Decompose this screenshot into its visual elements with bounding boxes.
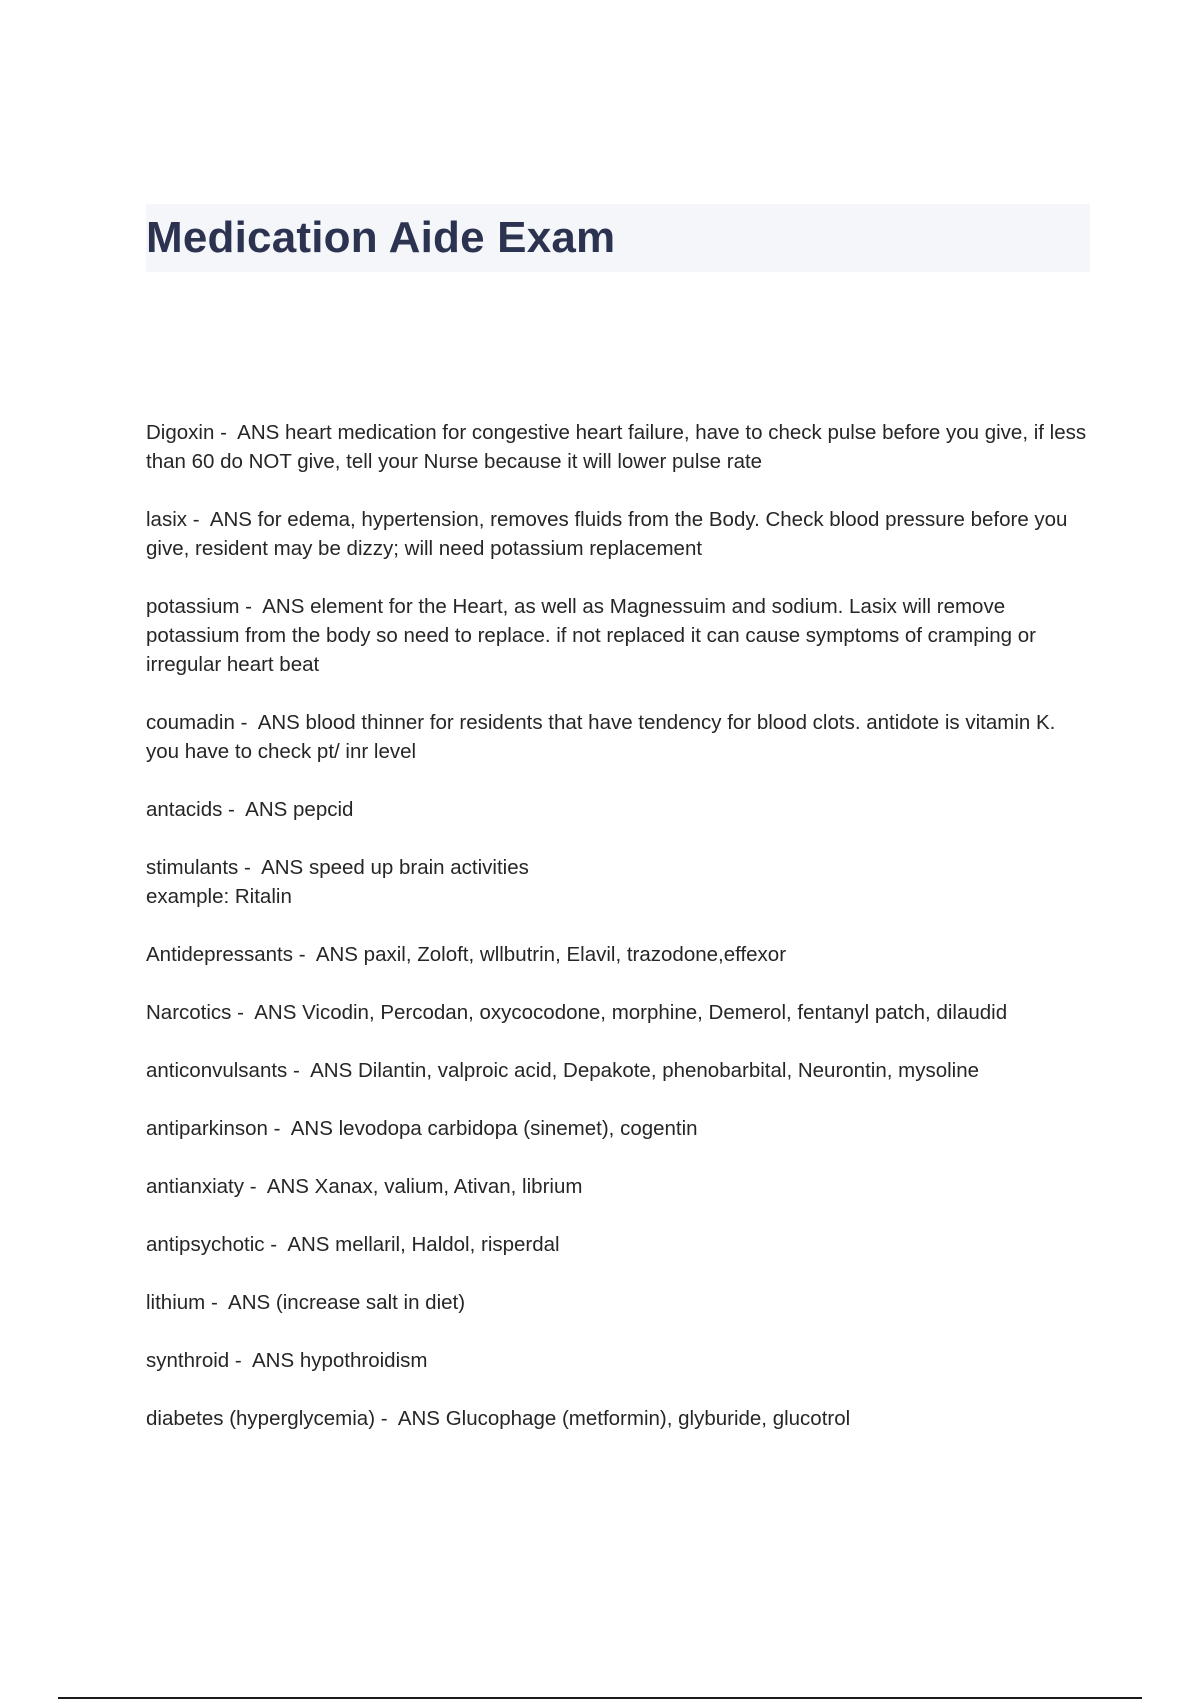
flashcard-entry	[146, 940, 1090, 969]
answer-label: ANS	[287, 1233, 330, 1256]
entry-answer: (increase salt in diet)	[275, 1291, 466, 1314]
entry-term: synthroid	[146, 1349, 230, 1372]
entry-separator: -	[222, 798, 246, 821]
entry-term: lasix	[146, 508, 188, 531]
entry-answer: Glucophage (metformin), glyburide, glucotrol	[445, 1407, 851, 1430]
entry-term: Digoxin	[146, 421, 215, 444]
flashcard-entry	[146, 853, 1090, 911]
entry-answer: heart medication for congestive heart failure, have to check pulse before you give, if less than 60 do NOT give, tell your Nurse because it will lower pulse rate	[146, 421, 1087, 473]
answer-label: ANS	[315, 943, 358, 966]
answer-label: ANS	[290, 1117, 333, 1140]
entry-answer: for edema, hypertension, removes fluids from the Body. Check blood pressure before you give, resident may be dizzy; will need potassium replacement	[146, 508, 1068, 560]
flashcard-entry	[146, 1114, 1090, 1143]
title-banner	[146, 204, 1090, 272]
entry-separator: -	[234, 711, 258, 734]
entry-answer: speed up brain activities example: Ritalin	[146, 856, 529, 908]
entry-answer: hypothroidism	[299, 1349, 428, 1372]
entry-separator: -	[231, 1001, 255, 1024]
flashcard-entry	[146, 418, 1090, 476]
page-bottom-rule	[58, 1697, 1142, 1699]
document-title: Medication Aide Exam	[146, 213, 616, 262]
entry-answer: blood thinner for residents that have tendency for blood clots. antidote is vitamin K. you have to check pt/ inr level	[146, 711, 1056, 763]
flashcard-entry	[146, 1288, 1090, 1317]
answer-label: ANS	[262, 595, 305, 618]
entry-separator: -	[214, 421, 238, 444]
entry-term: antacids	[146, 798, 223, 821]
answer-label: ANS	[261, 856, 304, 879]
answer-label: ANS	[209, 508, 252, 531]
entry-answer: element for the Heart, as well as Magnessuim and sodium. Lasix will remove potassium from the body so need to replace. if not replaced it can cause symptoms of cramping or irregular heart beat	[146, 595, 1036, 676]
entry-term: antianxiaty	[146, 1175, 245, 1198]
entry-separator: -	[293, 943, 316, 966]
flashcard-entry	[146, 592, 1090, 679]
entry-separator: -	[187, 508, 210, 531]
entry-answer: mellaril, Haldol, risperdal	[335, 1233, 560, 1256]
entry-answer: pepcid	[293, 798, 354, 821]
entry-separator: -	[205, 1291, 229, 1314]
answer-label: ANS	[266, 1175, 309, 1198]
flashcard-entry	[146, 795, 1090, 824]
entry-answer: levodopa carbidopa (sinemet), cogentin	[338, 1117, 698, 1140]
entry-term: lithium	[146, 1291, 206, 1314]
entry-separator: -	[244, 1175, 267, 1198]
answer-label: ANS	[228, 1291, 271, 1314]
flashcard-entry	[146, 1172, 1090, 1201]
flashcard-entry	[146, 505, 1090, 563]
entry-term: antipsychotic	[146, 1233, 265, 1256]
entry-separator: -	[264, 1233, 288, 1256]
entry-separator: -	[229, 1349, 252, 1372]
entry-term: Antidepressants	[146, 943, 294, 966]
flashcard-entry	[146, 1346, 1090, 1375]
entry-answer: Dilantin, valproic acid, Depakote, phenobarbital, Neurontin, mysoline	[357, 1059, 980, 1082]
entry-term: diabetes (hyperglycemia)	[146, 1407, 376, 1430]
entry-term: anticonvulsants	[146, 1059, 288, 1082]
answer-label: ANS	[245, 798, 288, 821]
flashcard-entry	[146, 708, 1090, 766]
answer-label: ANS	[237, 421, 280, 444]
entry-term: stimulants	[146, 856, 239, 879]
entry-answer: paxil, Zoloft, wllbutrin, Elavil, trazodone,effexor	[363, 943, 787, 966]
entry-separator: -	[238, 856, 262, 879]
entry-separator: -	[239, 595, 263, 618]
answer-label: ANS	[310, 1059, 353, 1082]
entry-separator: -	[287, 1059, 311, 1082]
flashcard-entry	[146, 1230, 1090, 1259]
entry-separator: -	[267, 1117, 291, 1140]
answer-label: ANS	[254, 1001, 297, 1024]
flashcard-entry	[146, 1404, 1090, 1433]
answer-label: ANS	[251, 1349, 295, 1372]
flashcard-entry	[146, 1056, 1090, 1085]
entry-term: coumadin	[146, 711, 235, 734]
entry-term: antiparkinson	[146, 1117, 268, 1140]
answer-label: ANS	[257, 711, 300, 734]
entry-separator: -	[375, 1407, 398, 1430]
flashcard-entry	[146, 998, 1090, 1027]
entry-answer: Vicodin, Percodan, oxycocodone, morphine, Demerol, fentanyl patch, dilaudid	[302, 1001, 1008, 1024]
answer-label: ANS	[397, 1407, 440, 1430]
entry-term: Narcotics	[146, 1001, 232, 1024]
flashcard-list	[146, 418, 1090, 1462]
entry-term: potassium	[146, 595, 240, 618]
entry-answer: Xanax, valium, Ativan, librium	[314, 1175, 583, 1198]
